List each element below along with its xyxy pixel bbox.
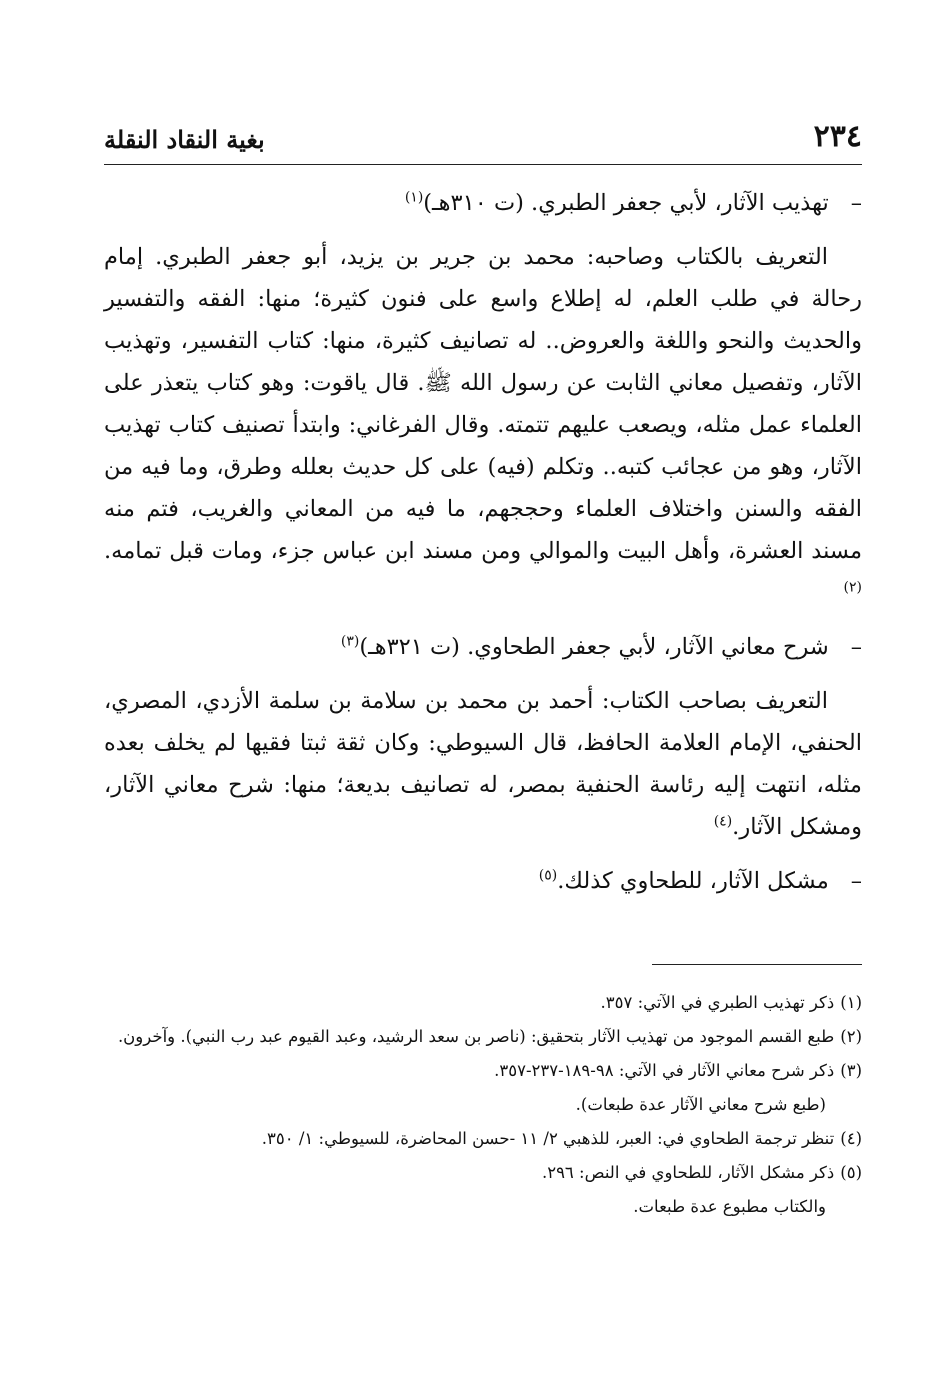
entry-description-text: التعريف بالكتاب وصاحبه: محمد بن جرير بن يزيد، أبو جعفر الطبري. إمام رحالة في طلب العلم، له إطلاع واسع على فنون كثيرة؛ منها: الفقه والتفسير والحديث والنحو واللغة والعروض.. له تصانيف كثيرة، منها: كتاب التفسير، وتهذيب الآثار، وتفصيل معاني الثابت عن رسول الله ﷺ. قال ياقوت: وهو كتاب يتعذر على العلماء عمل مثله، ويصعب عليهم تتمته. وقال الفرغاني: وابتدأ تصنيف كتاب تهذيب الآثار، وهو من عجائب كتبه.. وتكلم (فيه) على كل حديث بعلله وطرق، وما فيه من الفقه والسنن واختلاف العلماء وحججهم، ما فيه من المعاني والغريب، فتم منه مسند العشرة، وأهل البيت والموالي ومن مسند ابن عباس جزء، ومات قبل تمامه. [104,244,862,564]
footnote-ref: (٢) [843,579,862,596]
dash-bullet: – [850,868,862,894]
footnote-text: (طبع شرح معاني الآثار عدة طبعات). [575,1095,826,1114]
footnote-number: (١) [840,993,862,1012]
page-header [104,112,862,154]
footnote [104,1122,862,1156]
footnote-number: (٥) [840,1163,862,1182]
footnote-number: (٤) [840,1129,862,1148]
footnote-ref: (٣) [340,633,360,650]
footnote [104,1054,862,1088]
main-text [104,182,862,914]
entry-description [104,680,862,848]
entry-description-text: التعريف بصاحب الكتاب: أحمد بن محمد بن سلامة بن سلمة الأزدي، المصري، الحنفي، الإمام العلامة الحافظ، قال السيوطي: وكان ثقة ثبتا فقيها لم يخلف بعده مثله، انتهت إليه رئاسة الحنفية بمصر، له تصانيف بديعة؛ منها: شرح معاني الآثار، ومشكل الآثار. [104,688,862,840]
footnote-ref: (١) [404,189,424,206]
footnote-text: والكتاب مطبوع عدة طبعات. [633,1197,826,1216]
footnote-ref: (٤) [713,813,733,830]
header-rule [104,164,862,165]
footnote-text: طبع القسم الموجود من تهذيب الآثار بتحقيق: (ناصر بن سعد الرشيد، وعبد القيوم عبد رب النبي). وآخرون. [117,1027,835,1046]
footnote-continuation [104,1190,862,1224]
footnote [104,986,862,1020]
entry-description [104,236,862,614]
entry-title-text: شرح معاني الآثار، لأبي جعفر الطحاوي. (ت ٣٢١هـ) [359,634,829,660]
book-entry-title [104,860,862,902]
footnotes [104,986,862,1224]
dash-bullet: – [850,190,862,216]
book-entry-title [104,626,862,668]
page-number: ٢٣٤ [813,119,862,154]
footnote [104,1156,862,1190]
footnote [104,1020,862,1054]
dash-bullet: – [850,634,862,660]
footnote-text: ذكر شرح معاني الآثار في الآتي: ٩٨-١٨٩-٢٣٧-٣٥٧. [494,1061,835,1080]
footnote-text: ذكر مشكل الآثار، للطحاوي في النص: ٢٩٦. [541,1163,835,1182]
footnote-text: تنظر ترجمة الطحاوي في: العبر، للذهبي ٢/ ١١ -حسن المحاضرة، للسيوطي: ١/ ٣٥٠. [261,1129,835,1148]
footnote-number: (٣) [840,1061,862,1080]
footnote-continuation [104,1088,862,1122]
entry-title-text: مشكل الآثار، للطحاوي كذلك. [557,868,829,894]
footnote-number: (٢) [840,1027,862,1046]
running-title: بغية النقاد النقلة [104,125,265,154]
book-entry-title [104,182,862,224]
footnote-separator [652,964,862,965]
footnote-text: ذكر تهذيب الطبري في الآتي: ٣٥٧. [600,993,835,1012]
footnote-ref: (٥) [538,867,558,884]
entry-title-text: تهذيب الآثار، لأبي جعفر الطبري. (ت ٣١٠هـ) [423,190,829,216]
